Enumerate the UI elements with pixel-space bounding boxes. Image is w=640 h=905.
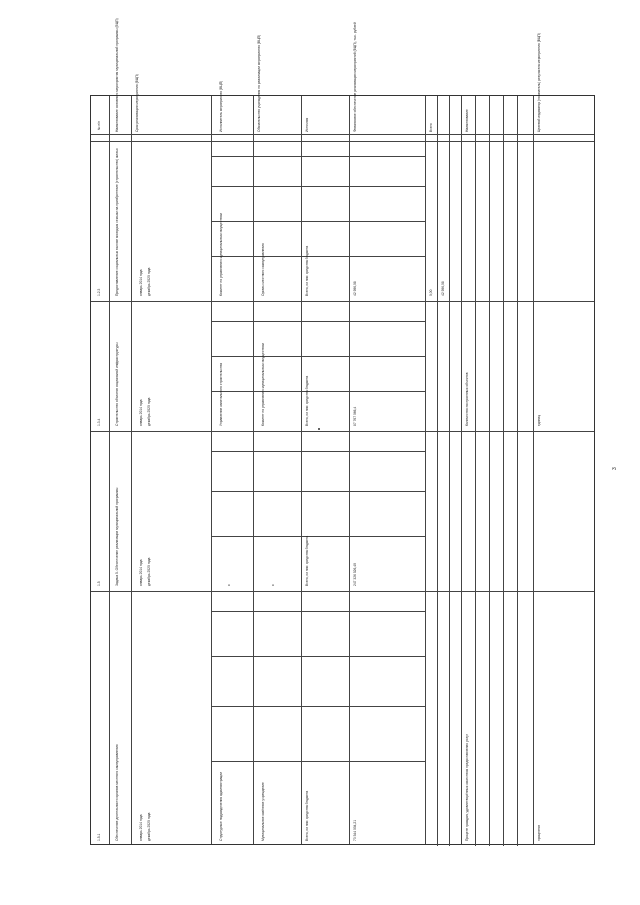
column-divider <box>131 96 132 844</box>
year-column-divider <box>475 96 476 846</box>
row-start: январь 2014 года <box>139 399 143 426</box>
row-obligation: Органы местного самоуправления <box>261 243 265 296</box>
column-divider <box>253 96 254 844</box>
row-exec: Комитет по управлению муниципальным имуществом <box>219 213 223 296</box>
row-y2014: 0,00 <box>429 289 433 296</box>
row-exec: Управление капитального строительства <box>219 363 223 426</box>
header-total: Всего <box>429 123 433 132</box>
subrow-line <box>211 656 425 657</box>
row-total: 73 544 004,21 <box>353 819 357 841</box>
row-end: декабрь 2020 года <box>147 267 151 296</box>
row-end: декабрь 2020 года <box>147 557 151 586</box>
subrow-line <box>211 451 425 452</box>
year-column-divider <box>437 96 438 846</box>
rotated-table <box>90 18 595 845</box>
header-bottom-line <box>91 134 594 135</box>
header-left-section: Наименование основного мероприятия муниципальной программы (ВЦП) <box>115 18 119 132</box>
header-source: Источник <box>305 117 309 132</box>
scan-mark <box>318 428 320 430</box>
header-obligation: Обязательство учреждения по реализации мероприятия (ВЦП) <box>257 34 261 132</box>
row-divider <box>91 591 594 592</box>
column-divider <box>425 96 426 844</box>
subrow-line <box>211 256 425 257</box>
row-no: 1.3.4 <box>97 418 101 426</box>
row-divider <box>91 431 594 432</box>
row-indicator: Процент граждан, удовлетворённых качеством предоставления услуг <box>465 733 469 841</box>
header-exec: Исполнитель мероприятия (ВЦП) <box>219 80 223 132</box>
row-obligation: Муниципальное казённое учреждение <box>261 782 265 841</box>
number-row-line <box>91 141 594 142</box>
subrow-line <box>211 706 425 707</box>
year-column-divider <box>503 96 504 846</box>
column-divider <box>349 96 350 844</box>
header-right-section: Целевой индикатор (показатель) результата мероприятия (ВЦП) <box>537 33 541 132</box>
row-total: 87 767 066,4 <box>353 406 357 426</box>
row-start: январь 2014 года <box>139 559 143 586</box>
row-obligation: х <box>271 584 275 586</box>
subrow-line <box>211 391 425 392</box>
row-name: Задача 5. Обеспечение реализации муниципальной программы <box>115 487 119 586</box>
subrow-line <box>211 536 425 537</box>
row-source: Всего, из них: средства бюджета <box>305 535 309 586</box>
row-total: 247 326 526,49 <box>353 563 357 586</box>
row-start: январь 2014 года <box>139 269 143 296</box>
row-unit: процентов <box>537 824 541 841</box>
subrow-line <box>211 321 425 322</box>
header-no: № п/п <box>97 121 101 130</box>
year-column-divider <box>517 96 518 846</box>
row-source: Всего, из них: средства бюджета <box>305 375 309 426</box>
row-no: 1.5 <box>97 581 101 586</box>
row-y2015: 42 996,08 <box>441 281 445 296</box>
row-name: Строительство объектов социальной инфраструктуры <box>115 342 119 426</box>
subrow-line <box>211 186 425 187</box>
subrow-line <box>211 221 425 222</box>
header-mid-section: Финансовое обеспечение реализации мероприятий (ВЦП), тыс. рублей <box>353 22 357 132</box>
row-indicator: Количество построенных объектов <box>465 372 469 426</box>
row-exec: х <box>227 584 231 586</box>
header-indicator: Наименование <box>465 109 469 132</box>
row-end: декабрь 2020 года <box>147 397 151 426</box>
page-number: 3 <box>612 467 618 470</box>
column-divider <box>109 96 110 844</box>
subrow-line <box>211 761 425 762</box>
column-divider <box>533 96 534 844</box>
row-no: 1.2.3 <box>97 288 101 296</box>
row-divider <box>91 301 594 302</box>
row-end: декабрь 2020 года <box>147 812 151 841</box>
subrow-line <box>211 491 425 492</box>
row-obligation: Комитет по управлению муниципальным имуществом <box>261 343 265 426</box>
subrow-line <box>211 611 425 612</box>
header-dates: Срок реализации мероприятия (ВЦП) <box>135 74 139 132</box>
column-divider <box>211 96 212 844</box>
subrow-line <box>211 156 425 157</box>
year-column-divider <box>489 96 490 846</box>
year-column-divider <box>449 96 450 846</box>
row-start: январь 2014 года <box>139 814 143 841</box>
column-divider <box>461 96 462 844</box>
row-name: Обеспечение деятельности органов местного самоуправления <box>115 744 119 841</box>
column-divider <box>301 96 302 844</box>
row-unit: единиц <box>537 414 541 426</box>
row-total: 42 996,08 <box>353 281 357 296</box>
row-exec: Структурные подразделения администрации <box>219 772 223 841</box>
row-source: Всего, из них: средства бюджета <box>305 245 309 296</box>
row-source: Всего, из них: средства бюджета <box>305 790 309 841</box>
subrow-line <box>211 356 425 357</box>
row-no: 1.5.1 <box>97 833 101 841</box>
row-name: Предоставление социальных выплат молодым семьям на приобретение (строительство) жилья <box>115 148 119 296</box>
